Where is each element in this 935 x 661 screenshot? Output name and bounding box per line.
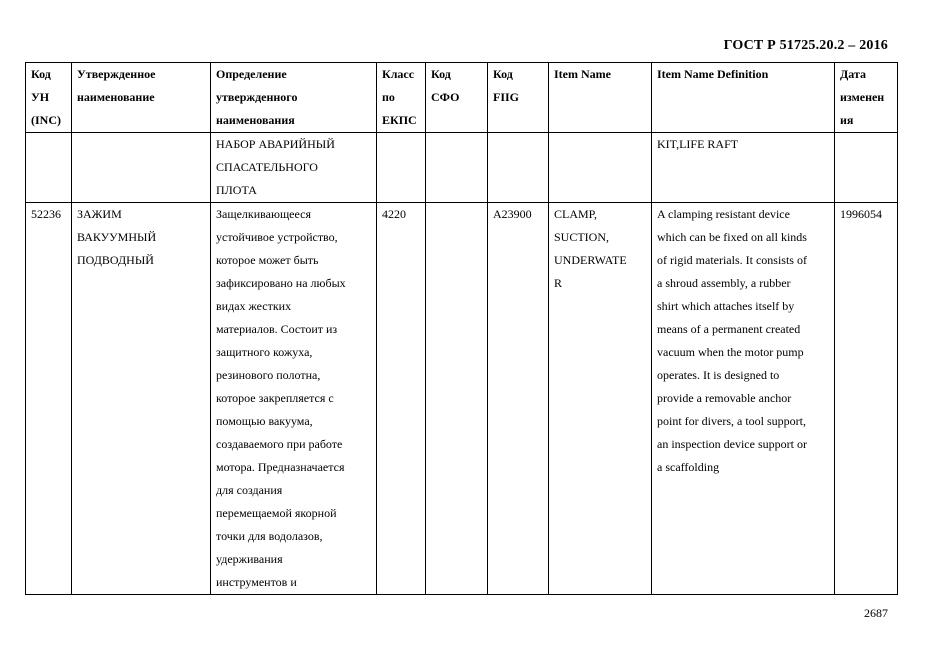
page-number: 2687: [864, 606, 888, 620]
column-header-fiig-code: Код FIIG: [488, 63, 549, 133]
nomenclature-table: [25, 62, 898, 595]
column-header-change-date: Дата изменен ия: [835, 63, 898, 133]
cell-item-name-definition: KIT,LIFE RAFT: [652, 133, 835, 203]
document-standard-header: ГОСТ Р 51725.20.2 – 2016: [723, 38, 888, 53]
cell-inc: [26, 133, 72, 203]
table-header-row: [26, 63, 898, 133]
column-header-ekps-class: Класс по ЕКПС: [377, 63, 426, 133]
cell-fiig-code: A23900: [488, 203, 549, 595]
cell-item-name: [549, 133, 652, 203]
column-header-definition-ru: Определение утвержденного наименования: [211, 63, 377, 133]
cell-approved-name: ЗАЖИМ ВАКУУМНЫЙ ПОДВОДНЫЙ: [72, 203, 211, 595]
cell-sfo-code: [426, 203, 488, 595]
cell-item-name-definition: A clamping resistant device which can be fixed on all kinds of rigid materials. It consists of a shroud assembly, a rubber shirt which attaches itself by means of a permanent created vacuum when the motor pump operates. It is designed to provide a removable anchor point for divers, a tool support, an inspection device support or a scaffolding: [652, 203, 835, 595]
cell-sfo-code: [426, 133, 488, 203]
column-header-approved-name: Утвержденное наименование: [72, 63, 211, 133]
column-header-inc: Код УН (INC): [26, 63, 72, 133]
table-row: [26, 203, 898, 595]
cell-ekps-class: [377, 133, 426, 203]
cell-definition-ru: НАБОР АВАРИЙНЫЙ СПАСАТЕЛЬНОГО ПЛОТА: [211, 133, 377, 203]
cell-change-date: [835, 133, 898, 203]
column-header-sfo-code: Код СФО: [426, 63, 488, 133]
column-header-item-name-definition: Item Name Definition: [652, 63, 835, 133]
cell-approved-name: [72, 133, 211, 203]
cell-inc: 52236: [26, 203, 72, 595]
column-header-item-name: Item Name: [549, 63, 652, 133]
cell-change-date: 1996054: [835, 203, 898, 595]
cell-fiig-code: [488, 133, 549, 203]
cell-definition-ru: Защелкивающееся устойчивое устройство, которое может быть зафиксировано на любых видах жестких материалов. Состоит из защитного кожуха, резинового полотна, которое закрепляется с помощью вакуума, создаваемого при работе мотора. Предназначается для создания перемещаемой якорной точки для водолазов, удерживания инструментов и: [211, 203, 377, 595]
cell-ekps-class: 4220: [377, 203, 426, 595]
table-row: [26, 133, 898, 203]
cell-item-name: CLAMP, SUCTION, UNDERWATE R: [549, 203, 652, 595]
